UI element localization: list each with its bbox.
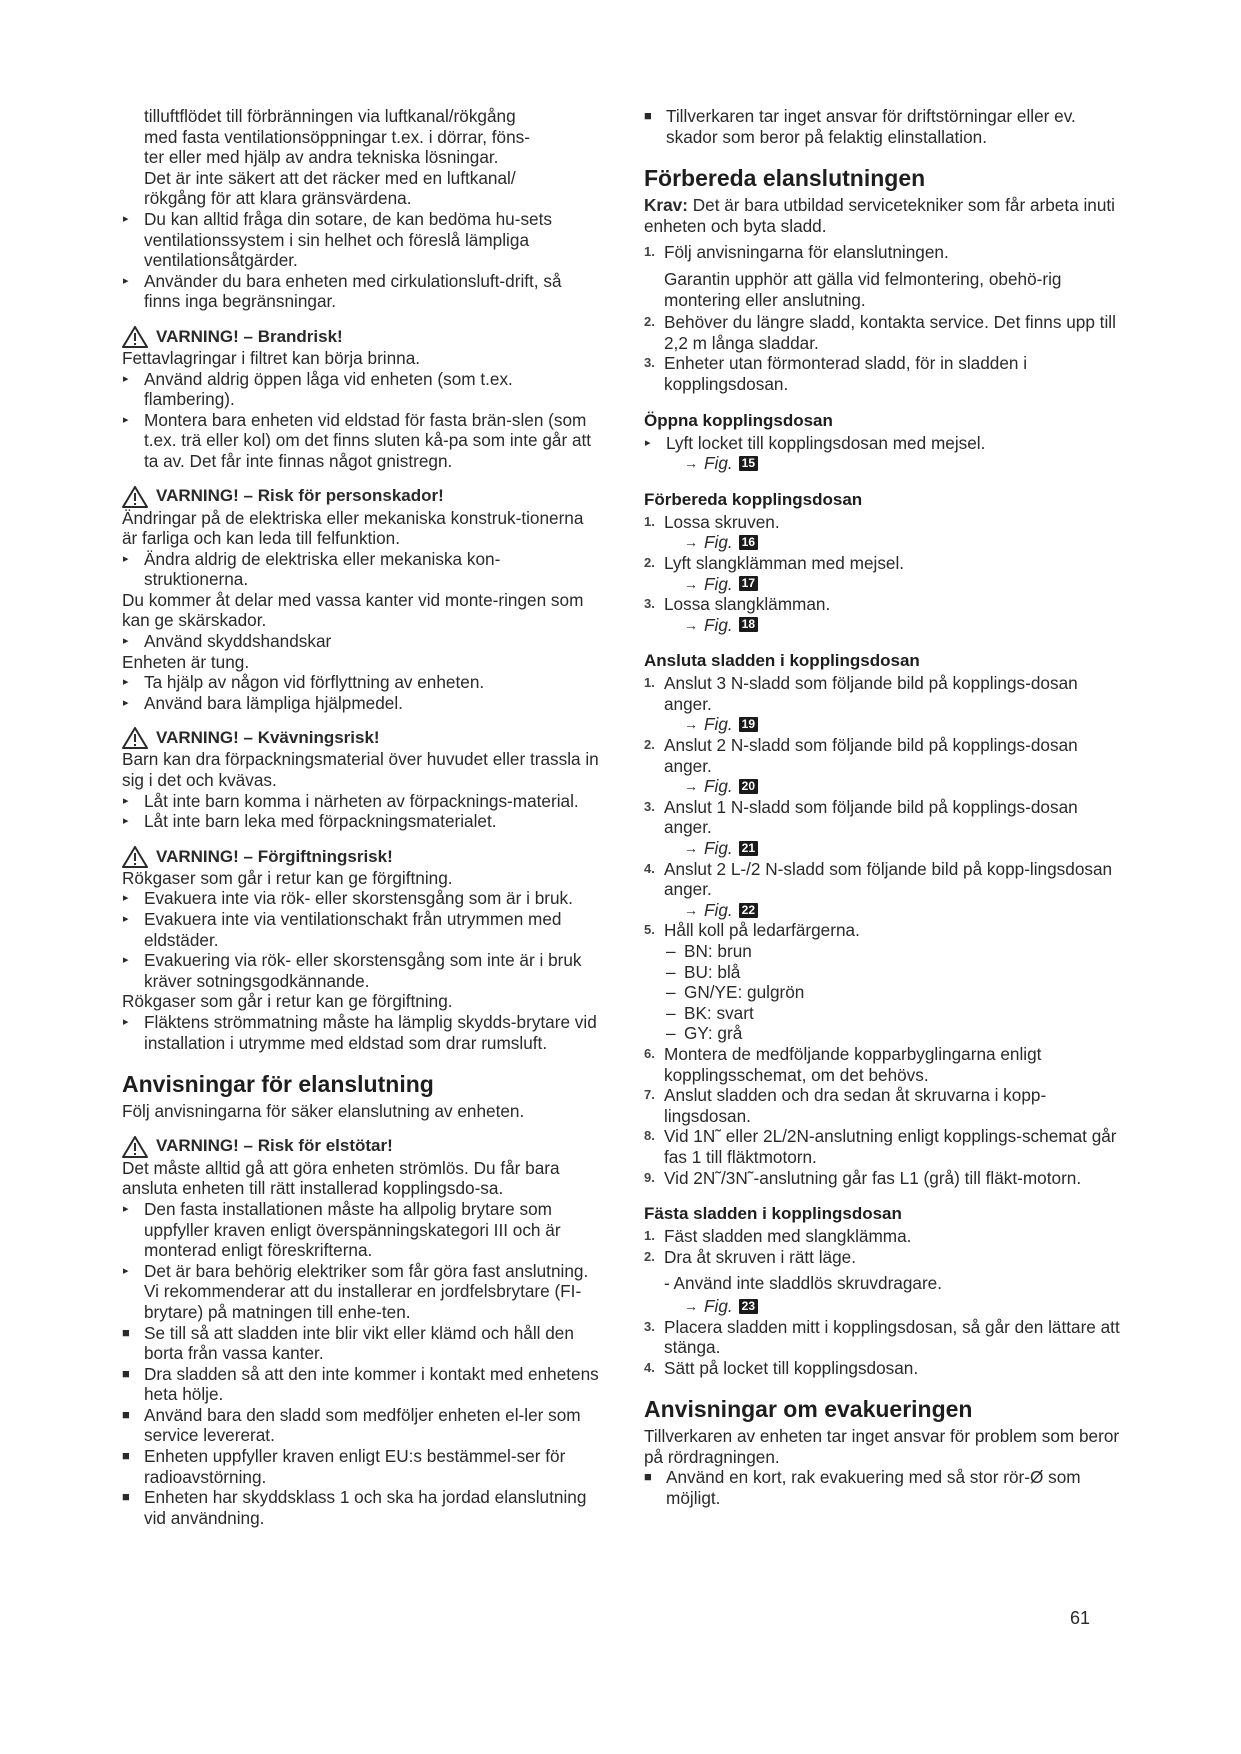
arrow-bullet-icon: ▸	[123, 676, 129, 689]
arrow-bullet-icon: ▸	[123, 913, 129, 925]
numbered-step: 2. Dra åt skruven i rätt läge.	[644, 1246, 857, 1267]
list-item: ▸ Den fasta installationen måste ha allpolig brytare som uppfyller kraven enligt överspänningskategori III och är monterad enligt föreskrifterna.	[123, 1198, 561, 1261]
square-bullet-icon: ■	[644, 1469, 652, 1485]
square-bullet-icon: ■	[122, 1448, 130, 1464]
arrow-bullet-icon: ▸	[123, 1015, 129, 1028]
numbered-step: 8. Vid 1N˜ eller 2L/2N-anslutning enligt kopplings-schemat går fas 1 till fläktmotorn.	[644, 1126, 1117, 1167]
intro-line: rökgång för att klara gränsvärdena.	[144, 188, 412, 209]
list-item: ▸ Fläktens strömmatning måste ha lämplig skydds-brytare vid installation i utrymme med eldstad som drar rumsluft.	[123, 1011, 597, 1053]
figure-reference: → Fig. 19	[644, 714, 1122, 735]
warning-text: Fettavlagringar i filtret kan börja brinna.	[122, 347, 421, 368]
list-item: ▸ Lyft locket till kopplingsdosan med mejsel.	[645, 432, 986, 453]
figure-reference: → Fig. 21	[644, 838, 1122, 859]
arrow-bullet-icon: ▸	[123, 212, 129, 225]
subsection-heading: Ansluta sladden i kopplingsdosan	[644, 651, 920, 671]
warning-triangle-icon	[122, 846, 148, 868]
color-code-item: – BU: blå	[666, 961, 741, 982]
numbered-step: 3. Anslut 1 N-sladd som följande bild på kopplings-dosan anger.	[644, 796, 1078, 838]
intro-text	[122, 106, 600, 209]
square-bullet-icon: ■	[122, 1406, 130, 1422]
numbered-step: 3. Enheter utan förmonterad sladd, för in sladden i kopplingsdosan.	[644, 353, 1028, 394]
figure-reference: → Fig. 20	[644, 776, 1122, 797]
arrow-right-icon: →	[684, 616, 698, 633]
arrow-right-icon: →	[684, 778, 698, 795]
square-bullet-icon: ■	[122, 1365, 130, 1381]
intro-line: ter eller med hjälp av andra tekniska lösningar.	[144, 147, 499, 168]
figure-number-badge: 17	[739, 576, 758, 591]
figure-number-badge: 21	[739, 841, 758, 856]
numbered-step: 9. Vid 2N˜/3N˜-anslutning går fas L1 (grå) till fläkt-motorn.	[644, 1167, 1082, 1188]
numbered-step: 7. Anslut sladden och dra sedan åt skruvarna i kopp-lingsdosan.	[644, 1085, 1047, 1126]
warning-text: Det måste alltid gå att göra enheten strömlös. Du får bara ansluta enheten till rätt installerad kopplingsdo-sa.	[122, 1157, 560, 1199]
arrow-bullet-icon: ▸	[123, 274, 129, 287]
list-item: ■ Enheten uppfyller kraven enligt EU:s bestämmel-ser för radioavstörning.	[122, 1446, 566, 1487]
warning-text: Ändringar på de elektriska eller mekaniska konstruk-tionerna är farliga och kan leda till felfunktion.	[122, 507, 584, 549]
color-code-item: – GN/YE: gulgrön	[666, 982, 805, 1003]
list-item: ▸ Ändra aldrig de elektriska eller mekaniska kon-struktionerna.	[123, 548, 501, 590]
warning-triangle-icon	[122, 727, 148, 749]
arrow-bullet-icon: ▸	[123, 954, 129, 967]
list-item: ▸ Använd skyddshandskar	[123, 631, 332, 652]
arrow-bullet-icon: ▸	[645, 436, 651, 449]
numbered-step: 4. Sätt på locket till kopplingsdosan.	[644, 1357, 919, 1378]
numbered-step: 3. Lossa slangklämman.	[644, 594, 831, 615]
list-item: ▸ Montera bara enheten vid eldstad för fasta brän-slen (som t.ex. trä eller kol) om det finns sluten kå-pa som inte går att ta av. Det får inte finnas något gnistregn.	[123, 409, 592, 471]
arrow-bullet-icon: ▸	[123, 413, 129, 426]
numbered-step: 2. Behöver du längre sladd, kontakta service. Det finns upp till 2,2 m långa sladdar.	[644, 312, 1116, 353]
list-item: ▸ Använder du bara enheten med cirkulationsluft-drift, så finns inga begränsningar.	[123, 270, 562, 312]
subsection-heading: Öppna kopplingsdosan	[644, 410, 833, 430]
arrow-right-icon: →	[684, 840, 698, 857]
figure-reference: → Fig. 22	[644, 900, 1122, 921]
numbered-step: 1. Följ anvisningarna för elanslutningen.	[644, 242, 949, 263]
warning-heading: VARNING! – Kvävningsrisk!	[122, 727, 600, 749]
list-item: ▸ Använd aldrig öppen låga vid enheten (som t.ex. flambering).	[123, 368, 513, 410]
intro-line: Det är inte säkert att det räcker med en luftkanal/	[144, 167, 516, 188]
arrow-right-icon: →	[684, 901, 698, 918]
section-heading: Anvisningar om evakueringen	[644, 1396, 973, 1423]
section-text: Tillverkaren av enheten tar inget ansvar för problem som beror på rördragningen.	[644, 1426, 1120, 1467]
figure-reference: → Fig. 15	[644, 453, 1122, 474]
warning-triangle-icon	[122, 486, 148, 508]
numbered-step: 2. Lyft slangklämman med mejsel.	[644, 552, 905, 573]
numbered-step: 4. Anslut 2 L-/2 N-sladd som följande bild på kopp-lingsdosan anger.	[644, 858, 1113, 900]
arrow-bullet-icon: ▸	[123, 1202, 129, 1215]
warning-heading: VARNING! – Risk för elstötar!	[122, 1136, 600, 1158]
figure-number-badge: 15	[739, 456, 758, 471]
left-column	[122, 106, 600, 1528]
intro-line: med fasta ventilationsöppningar t.ex. i dörrar, föns-	[144, 126, 530, 147]
list-item: ▸ Låt inte barn leka med förpackningsmaterialet.	[123, 811, 497, 832]
arrow-right-icon: →	[684, 1297, 698, 1314]
list-item: ▸ Använd bara lämpliga hjälpmedel.	[123, 692, 403, 713]
arrow-right-icon: →	[684, 575, 698, 592]
figure-number-badge: 18	[739, 617, 758, 632]
subsection-heading: Förbereda kopplingsdosan	[644, 489, 863, 509]
right-column	[644, 106, 1122, 1509]
list-item: ■ Använd bara den sladd som medföljer enheten el-ler som service levererat.	[122, 1404, 581, 1446]
figure-reference: → Fig. 18	[644, 615, 1122, 636]
color-code-item: – BN: brun	[666, 941, 752, 961]
figure-number-badge: 20	[739, 779, 758, 794]
list-item: ■ Se till så att sladden inte blir vikt eller klämd och håll den borta från vassa kanter.	[122, 1322, 574, 1364]
section-heading: Förbereda elanslutningen	[644, 165, 926, 192]
numbered-step: 2. Anslut 2 N-sladd som följande bild på kopplings-dosan anger.	[644, 735, 1078, 776]
list-item: ▸ Evakuera inte via ventilationschakt från utrymmen med eldstäder.	[123, 909, 562, 950]
figure-number-badge: 19	[739, 717, 758, 732]
numbered-step: 5. Håll koll på ledarfärgerna.	[644, 920, 860, 941]
figure-number-badge: 23	[739, 1299, 758, 1314]
warning-text: Rökgaser som går i retur kan ge förgiftning.	[122, 991, 453, 1012]
list-item: ■ Enheten har skyddsklass 1 och ska ha jordad elanslutning vid användning.	[122, 1487, 587, 1528]
requirement-text: Krav: Det är bara utbildad servicetekniker som får arbeta inuti enheten och byta sladd.	[644, 195, 1115, 236]
figure-reference: → Fig. 23	[644, 1296, 1122, 1317]
list-item: ■ Använd en kort, rak evakuering med så stor rör-Ø som möjligt.	[644, 1467, 1081, 1509]
list-item: ▸ Du kan alltid fråga din sotare, de kan bedöma hu-sets ventilationssystem i sin helhet och föreslå lämpliga ventilationsåtgärder.	[123, 208, 552, 271]
section-heading: Anvisningar för elanslutning	[122, 1071, 434, 1098]
list-item: ▸ Låt inte barn komma i närheten av förpacknings-material.	[123, 790, 579, 811]
warning-text: Rökgaser som går i retur kan ge förgiftning.	[122, 867, 453, 888]
square-bullet-icon: ■	[644, 108, 652, 123]
warning-heading: VARNING! – Förgiftningsrisk!	[122, 846, 600, 868]
step-note: Garantin upphör att gälla vid felmontering, obehö-rig montering eller anslutning.	[664, 268, 1062, 310]
numbered-step: 3. Placera sladden mitt i kopplingsdosan, så går den lättare att stänga.	[644, 1316, 1120, 1358]
arrow-bullet-icon: ▸	[123, 815, 129, 828]
warning-triangle-icon	[122, 326, 148, 348]
numbered-step: 1. Lossa skruven.	[644, 511, 780, 532]
section-text: Följ anvisningarna för säker elanslutning av enheten.	[122, 1101, 525, 1122]
color-code-item: – BK: svart	[666, 1002, 754, 1023]
intro-line: tilluftflödet till förbränningen via luftkanal/rökgång	[144, 106, 516, 126]
figure-number-badge: 22	[739, 903, 758, 918]
list-item: ■ Tillverkaren tar inget ansvar för driftstörningar eller ev. skador som beror på felaktig elinstallation.	[644, 106, 1076, 147]
arrow-right-icon: →	[684, 534, 698, 551]
warning-heading: VARNING! – Brandrisk!	[122, 326, 600, 348]
list-item: ▸ Det är bara behörig elektriker som får göra fast anslutning. Vi rekommenderar att du installerar en jordfelsbrytare (FI-brytare) på matningen till enhe-ten.	[123, 1260, 589, 1322]
square-bullet-icon: ■	[122, 1324, 130, 1340]
figure-reference: → Fig. 16	[644, 532, 1122, 553]
square-bullet-icon: ■	[122, 1489, 130, 1505]
warning-text: Barn kan dra förpackningsmaterial över huvudet eller trassla in sig i det och kvävas.	[122, 749, 599, 791]
list-item: ▸ Evakuering via rök- eller skorstensgång som inte är i bruk kräver sotningsgodkännande.	[123, 950, 582, 991]
page-number: 61	[1070, 1608, 1091, 1628]
arrow-bullet-icon: ▸	[123, 552, 129, 565]
arrow-right-icon: →	[684, 716, 698, 733]
numbered-step: 1. Fäst sladden med slangklämma.	[644, 1226, 912, 1247]
color-code-item: – GY: grå	[666, 1023, 743, 1044]
arrow-bullet-icon: ▸	[123, 372, 129, 385]
arrow-right-icon: →	[684, 455, 698, 472]
list-item: ■ Dra sladden så att den inte kommer i kontakt med enhetens heta hölje.	[122, 1363, 599, 1405]
step-note: - Använd inte sladdlös skruvdragare.	[664, 1273, 943, 1294]
list-item: ▸ Evakuera inte via rök- eller skorstensgång som är i bruk.	[123, 888, 573, 909]
figure-number-badge: 16	[739, 535, 758, 550]
arrow-bullet-icon: ▸	[123, 794, 129, 807]
arrow-bullet-icon: ▸	[123, 696, 129, 709]
warning-text: Enheten är tung.	[122, 651, 250, 672]
warning-triangle-icon	[122, 1136, 148, 1158]
subsection-heading: Fästa sladden i kopplingsdosan	[644, 1204, 902, 1224]
arrow-bullet-icon: ▸	[123, 892, 129, 905]
warning-heading: VARNING! – Risk för personskador!	[122, 486, 600, 508]
numbered-step: 6. Montera de medföljande kopparbyglingarna enligt kopplingsschemat, om det behövs.	[644, 1043, 1042, 1085]
figure-reference: → Fig. 17	[644, 574, 1122, 595]
numbered-step: 1. Anslut 3 N-sladd som följande bild på kopplings-dosan anger.	[644, 673, 1078, 714]
warning-text: Du kommer åt delar med vassa kanter vid monte-ringen som kan ge skärskador.	[122, 589, 584, 631]
arrow-bullet-icon: ▸	[123, 635, 129, 648]
arrow-bullet-icon: ▸	[123, 1264, 129, 1277]
list-item: ▸ Ta hjälp av någon vid förflyttning av enheten.	[123, 672, 485, 693]
